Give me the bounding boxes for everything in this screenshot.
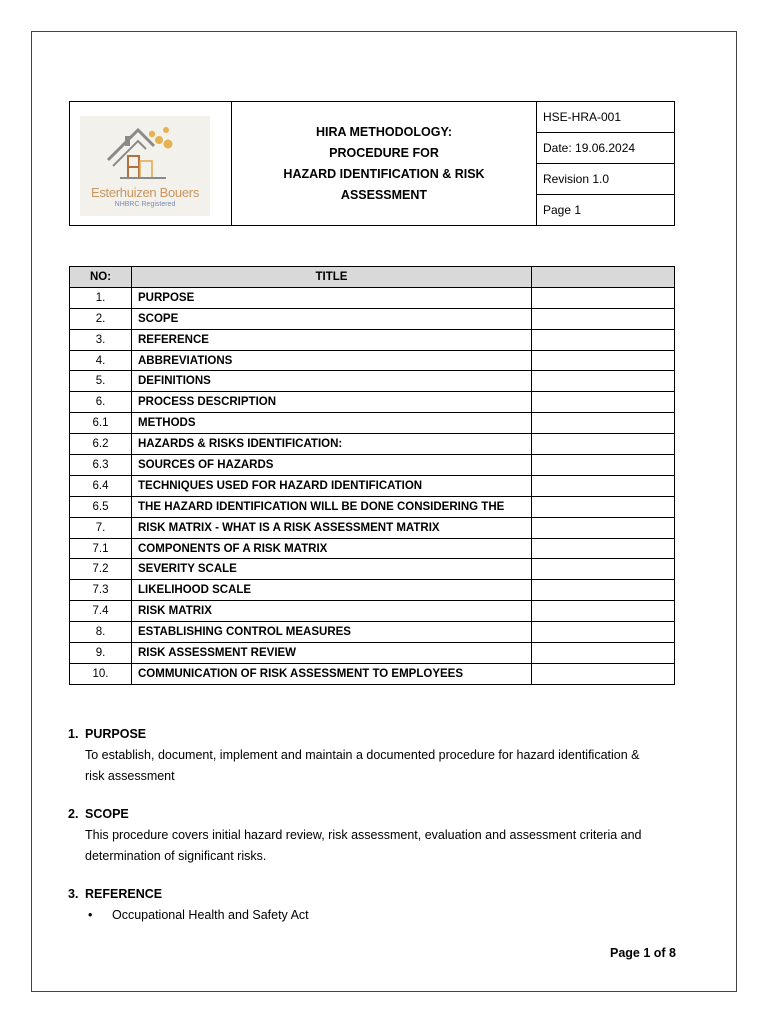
row-extra [532, 287, 675, 308]
table-row [70, 538, 675, 559]
table-row [70, 663, 675, 684]
section-line: determination of significant risks. [85, 849, 267, 863]
row-title: METHODS [132, 413, 532, 434]
logo-name: Esterhuizen Bouers [90, 185, 200, 200]
section-line: To establish, document, implement and maintain a documented procedure for hazard identification & [85, 748, 640, 762]
table-row [70, 559, 675, 580]
section-purpose [68, 724, 678, 787]
table-row [70, 622, 675, 643]
table-row [70, 371, 675, 392]
row-title: RISK MATRIX - WHAT IS A RISK ASSESSMENT MATRIX [132, 517, 532, 538]
row-no: 7.2 [70, 559, 132, 580]
row-extra [532, 580, 675, 601]
col-header-extra [532, 267, 675, 288]
section-number: 3. [68, 887, 79, 901]
table-row [70, 517, 675, 538]
table-row [70, 308, 675, 329]
row-no: 5. [70, 371, 132, 392]
row-extra [532, 434, 675, 455]
section-title: SCOPE [85, 807, 129, 821]
row-extra [532, 392, 675, 413]
section-number: 2. [68, 807, 79, 821]
row-no: 6.4 [70, 475, 132, 496]
table-row [70, 601, 675, 622]
row-extra [532, 601, 675, 622]
table-row [70, 580, 675, 601]
row-extra [532, 559, 675, 580]
table-row [70, 434, 675, 455]
row-no: 1. [70, 287, 132, 308]
row-title: RISK MATRIX [132, 601, 532, 622]
logo-cell [70, 102, 232, 225]
doc-code: HSE-HRA-001 [537, 102, 674, 133]
row-no: 7.3 [70, 580, 132, 601]
house-icon [80, 116, 210, 186]
row-no: 7.4 [70, 601, 132, 622]
title-line-1: HIRA METHODOLOGY: [315, 124, 453, 139]
table-row [70, 287, 675, 308]
row-no: 6.3 [70, 455, 132, 476]
doc-page: Page 1 [543, 203, 582, 217]
document-meta [537, 102, 674, 225]
row-title: RISK ASSESSMENT REVIEW [132, 643, 532, 664]
row-title: SOURCES OF HAZARDS [132, 455, 532, 476]
section-heading [68, 884, 678, 905]
row-title: SEVERITY SCALE [132, 559, 532, 580]
table-row [70, 392, 675, 413]
table-header-row [70, 267, 675, 288]
row-title: PURPOSE [132, 287, 532, 308]
section-title: PURPOSE [85, 727, 147, 741]
section-title: REFERENCE [85, 887, 163, 901]
row-title: COMPONENTS OF A RISK MATRIX [132, 538, 532, 559]
row-extra [532, 475, 675, 496]
document-title [232, 102, 537, 225]
row-extra [532, 517, 675, 538]
row-no: 9. [70, 643, 132, 664]
row-title: REFERENCE [132, 329, 532, 350]
row-no: 4. [70, 350, 132, 371]
section-heading [68, 804, 678, 825]
row-extra [532, 538, 675, 559]
row-no: 7. [70, 517, 132, 538]
row-no: 6.2 [70, 434, 132, 455]
row-no: 6.5 [70, 496, 132, 517]
row-no: 7.1 [70, 538, 132, 559]
bullet-item [68, 905, 678, 926]
row-extra [532, 350, 675, 371]
row-extra [532, 643, 675, 664]
logo-subtitle: NHBRC Registered [114, 201, 176, 208]
table-row [70, 350, 675, 371]
row-title: ABBREVIATIONS [132, 350, 532, 371]
table-row [70, 496, 675, 517]
row-no: 3. [70, 329, 132, 350]
doc-date: Date: 19.06.2024 [537, 133, 674, 164]
row-extra [532, 622, 675, 643]
bullet-icon: • [88, 908, 93, 922]
row-title: DEFINITIONS [132, 371, 532, 392]
col-header-no: NO: [70, 267, 132, 288]
row-title: PROCESS DESCRIPTION [132, 392, 532, 413]
row-no: 8. [70, 622, 132, 643]
title-line-4: ASSESSMENT [340, 187, 428, 202]
row-no: 6. [70, 392, 132, 413]
row-title: THE HAZARD IDENTIFICATION WILL BE DONE CONSIDERING THE [132, 496, 532, 517]
title-line-3: HAZARD IDENTIFICATION & RISK [283, 166, 485, 181]
doc-revision: Revision 1.0 [537, 164, 674, 195]
table-row [70, 455, 675, 476]
row-extra [532, 308, 675, 329]
row-title: COMMUNICATION OF RISK ASSESSMENT TO EMPLOYEES [132, 663, 532, 684]
section-line: risk assessment [85, 769, 175, 783]
table-row [70, 475, 675, 496]
row-extra [532, 455, 675, 476]
document-header [69, 101, 675, 226]
contents-table [69, 266, 675, 685]
table-row [70, 329, 675, 350]
row-no: 2. [70, 308, 132, 329]
row-title: HAZARDS & RISKS IDENTIFICATION: [132, 434, 532, 455]
company-logo [80, 116, 210, 216]
row-extra [532, 371, 675, 392]
table-row [70, 413, 675, 434]
row-extra [532, 329, 675, 350]
row-title: LIKELIHOOD SCALE [132, 580, 532, 601]
row-extra [532, 496, 675, 517]
row-no: 10. [70, 663, 132, 684]
bullet-text: Occupational Health and Safety Act [112, 908, 309, 922]
row-title: SCOPE [132, 308, 532, 329]
row-title: TECHNIQUES USED FOR HAZARD IDENTIFICATION [132, 475, 532, 496]
section-reference [68, 884, 678, 926]
section-heading [68, 724, 678, 745]
row-no: 6.1 [70, 413, 132, 434]
section-number: 1. [68, 727, 79, 741]
row-extra [532, 663, 675, 684]
table-row [70, 643, 675, 664]
section-scope [68, 804, 678, 867]
col-header-title: TITLE [132, 267, 532, 288]
title-line-2: PROCEDURE FOR [329, 145, 439, 160]
page-number-footer: Page 1 of 8 [610, 946, 676, 960]
row-title: ESTABLISHING CONTROL MEASURES [132, 622, 532, 643]
section-line: This procedure covers initial hazard review, risk assessment, evaluation and assessment criteria and [85, 828, 642, 842]
row-extra [532, 413, 675, 434]
